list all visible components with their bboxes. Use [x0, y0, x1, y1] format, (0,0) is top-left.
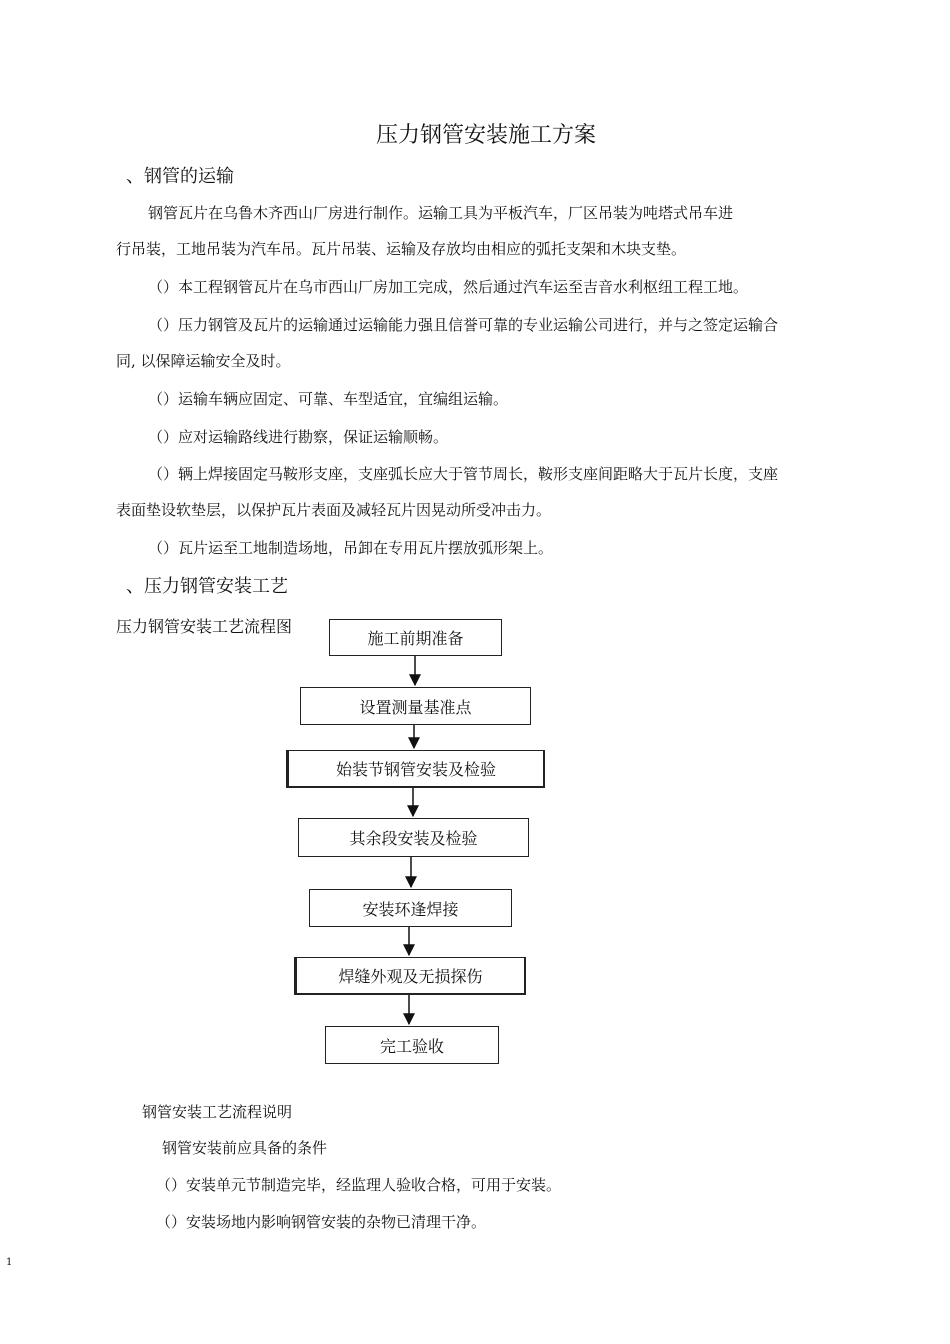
- paragraph-intro-line2: 行吊装，工地吊装为汽车吊。瓦片吊装、运输及存放均由相应的弧托支架和木块支垫。: [116, 240, 687, 258]
- flow-step-1: 施工前期准备: [329, 619, 502, 656]
- flow-description-heading: 钢管安装工艺流程说明: [142, 1103, 293, 1121]
- list-item-2-line2: 同, 以保障运输安全及时。: [116, 352, 291, 370]
- list-item-1: （）本工程钢管瓦片在乌市西山厂房加工完成，然后通过汽车运至吉音水利枢纽工程工地。: [148, 278, 749, 296]
- document-title: 压力钢管安装施工方案: [375, 123, 596, 148]
- list-item-5-line1: （）辆上焊接固定马鞍形支座，支座弧长应大于管节周长，鞍形支座间距略大于瓦片长度，支座: [148, 465, 779, 483]
- flow-step-6: 焊缝外观及无损探伤: [294, 957, 526, 995]
- section-heading-install: 、压力钢管安装工艺: [126, 576, 288, 597]
- conditions-heading: 钢管安装前应具备的条件: [162, 1139, 328, 1157]
- page-number: 1: [6, 1257, 13, 1268]
- flowchart-caption: 压力钢管安装工艺流程图: [116, 617, 293, 636]
- flow-step-3: 始装节钢管安装及检验: [286, 750, 545, 788]
- list-item-4: （）应对运输路线进行勘察，保证运输顺畅。: [148, 428, 449, 446]
- list-item-3: （）运输车辆应固定、可靠、车型适宜，宜编组运输。: [148, 390, 509, 408]
- flow-step-7: 完工验收: [325, 1026, 499, 1064]
- paragraph-intro-line1: 钢管瓦片在乌鲁木齐西山厂房进行制作。运输工具为平板汽车，厂区吊装为吨塔式吊车进: [148, 204, 734, 222]
- flow-step-5: 安装环逢焊接: [309, 889, 512, 927]
- list-item-5-line2: 表面垫设软垫层，以保护瓦片表面及减轻瓦片因晃动所受冲击力。: [116, 501, 552, 519]
- flow-step-4: 其余段安装及检验: [298, 818, 529, 857]
- section-heading-transport: 、钢管的运输: [126, 166, 234, 187]
- flow-step-2: 设置测量基准点: [300, 687, 531, 725]
- list-item-2-line1: （）压力钢管及瓦片的运输通过运输能力强且信誉可靠的专业运输公司进行，并与之签定运输合: [148, 316, 779, 334]
- condition-item-1: （）安装单元节制造完毕，经监理人验收合格，可用于安装。: [156, 1176, 562, 1194]
- condition-item-2: （）安装场地内影响钢管安装的杂物已清理干净。: [156, 1213, 487, 1231]
- list-item-6: （）瓦片运至工地制造场地，吊卸在专用瓦片摆放弧形架上。: [148, 539, 554, 557]
